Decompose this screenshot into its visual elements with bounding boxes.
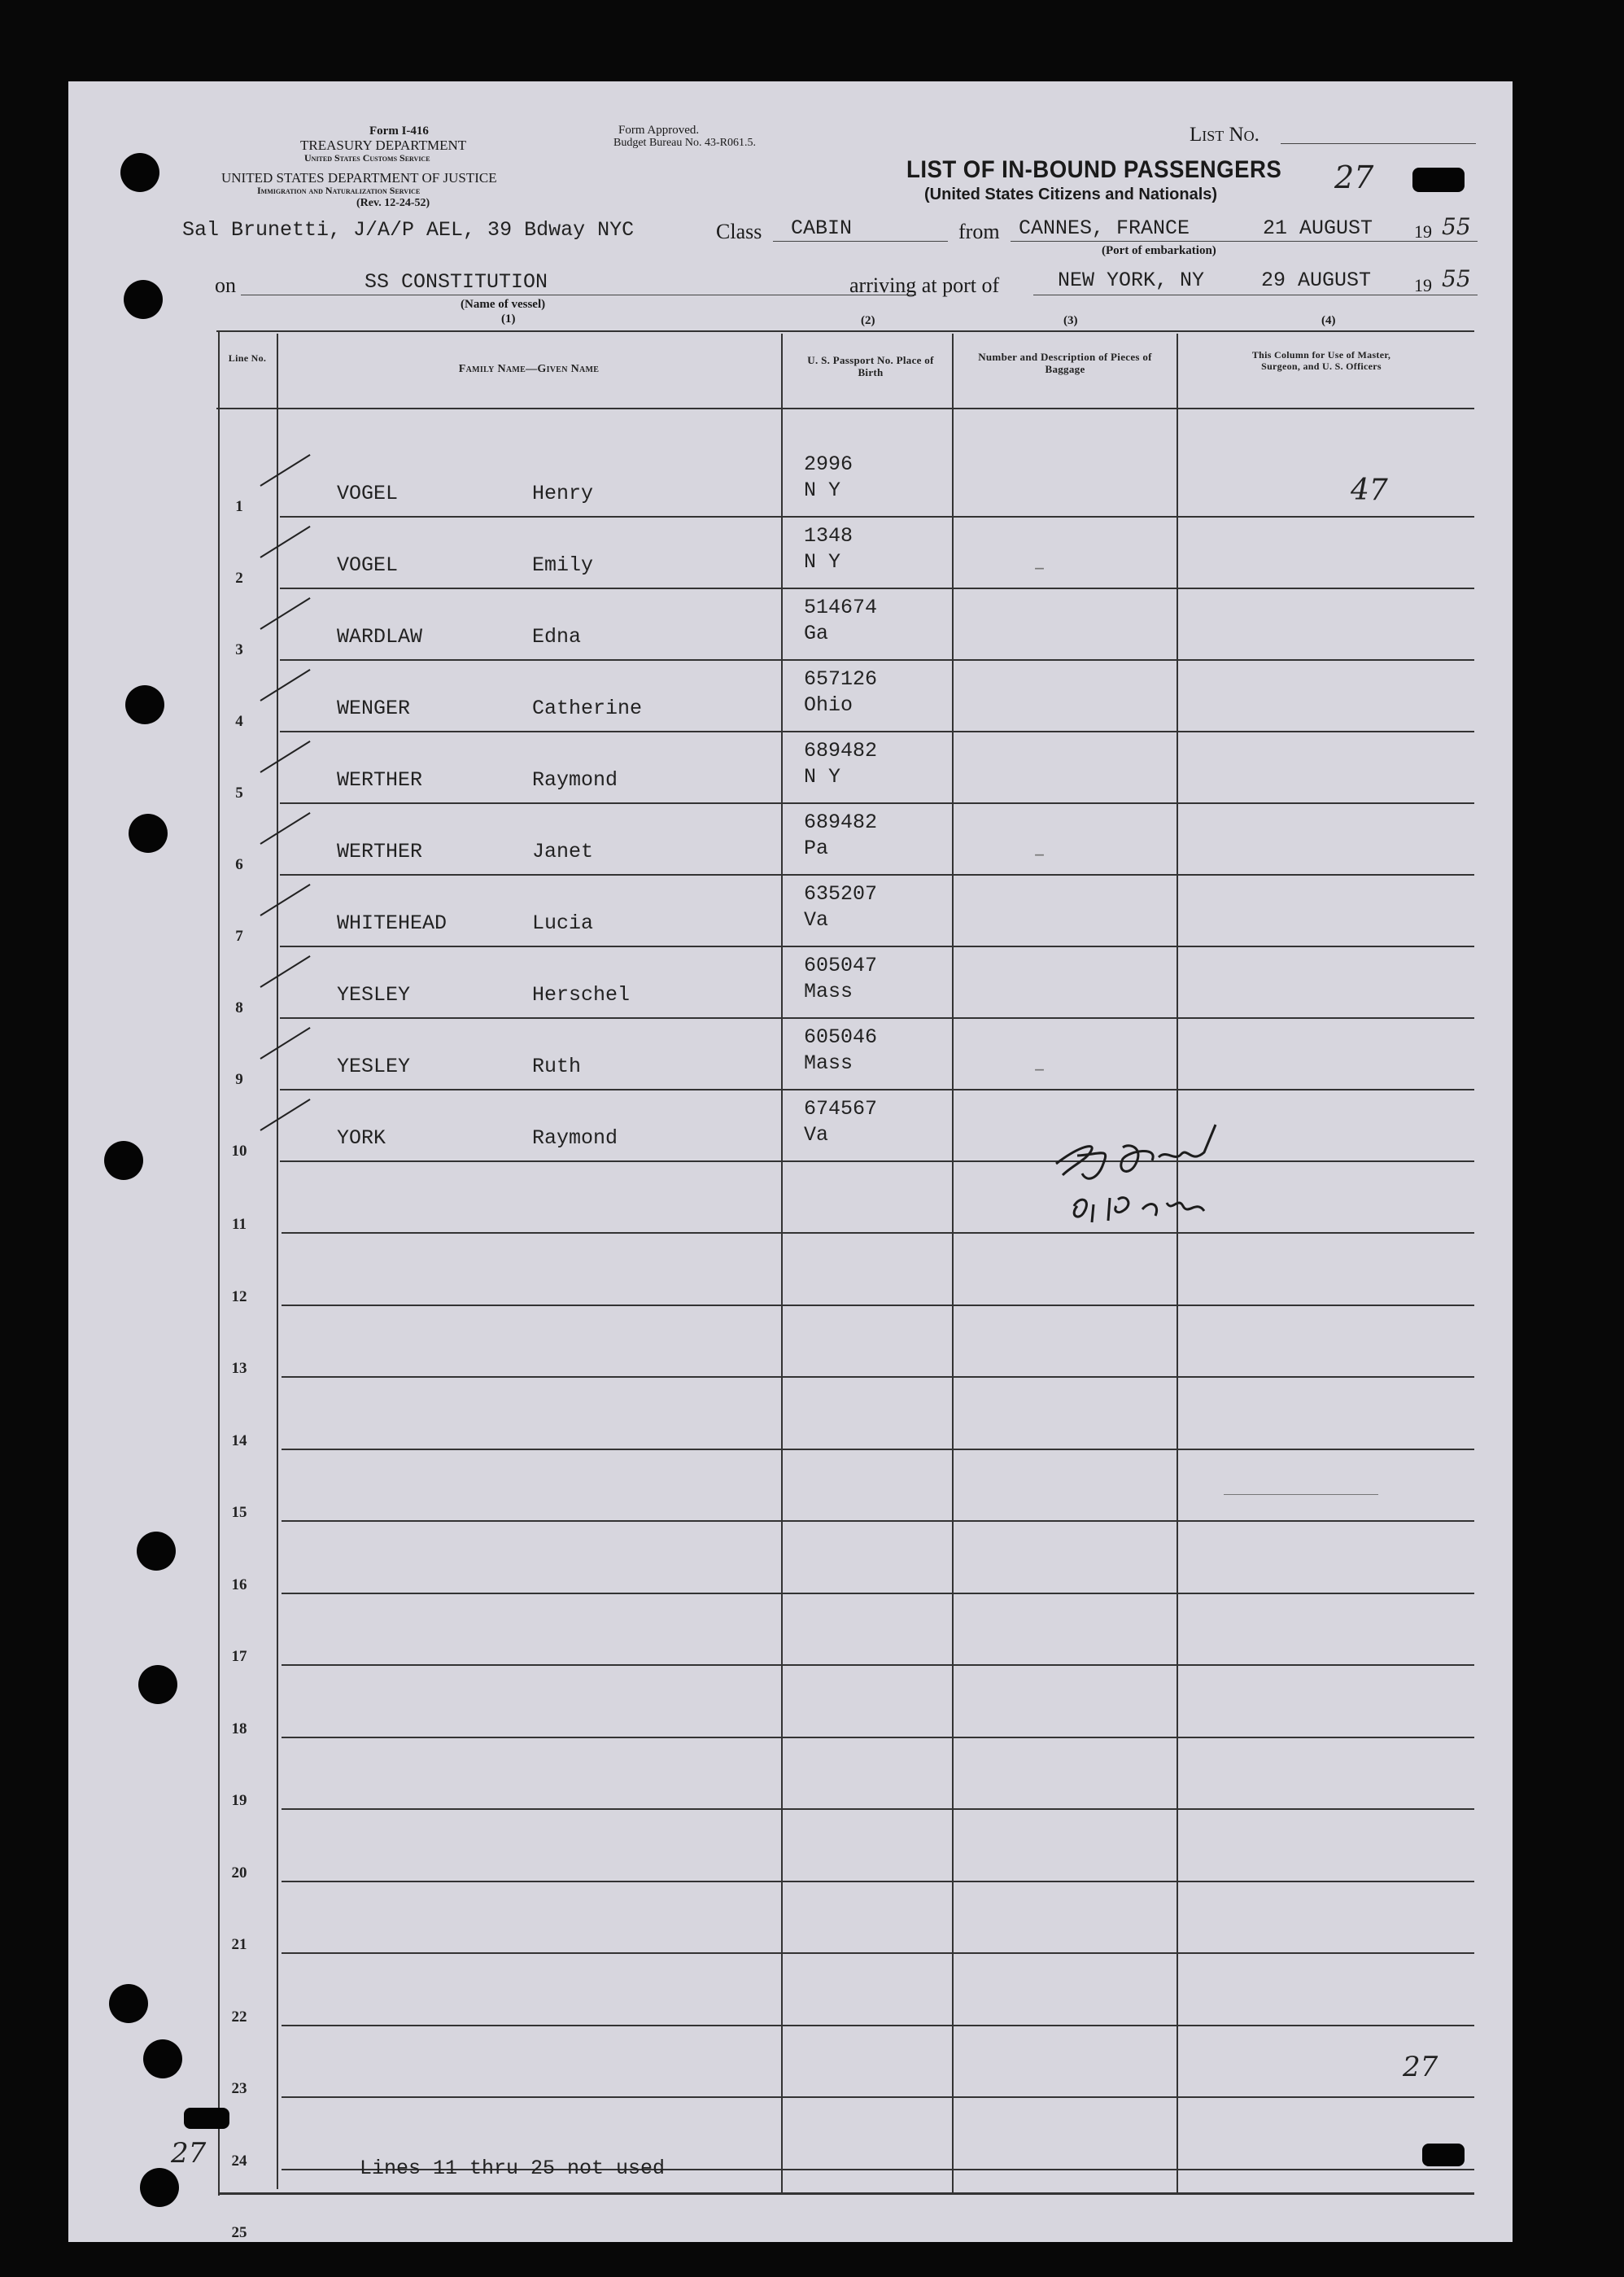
embarkation-port: CANNES, FRANCE xyxy=(1019,216,1190,240)
family-name: WHITEHEAD xyxy=(337,911,447,935)
given-name: Lucia xyxy=(532,911,594,935)
footer-note: Lines 11 thru 25 not used xyxy=(360,2157,666,2180)
year-prefix-1: 19 xyxy=(1414,221,1432,242)
signature-mark xyxy=(1045,1115,1256,1229)
col-header-baggage: Number and Description of Pieces of Baggage xyxy=(978,351,1152,375)
punch-hole xyxy=(138,1665,177,1704)
col-header-line: Line No. xyxy=(228,352,267,364)
line-number: 6 xyxy=(235,856,243,873)
year-prefix-2: 19 xyxy=(1414,275,1432,295)
line-number: 17 xyxy=(231,1648,247,1665)
given-name: Raymond xyxy=(532,1126,618,1150)
given-name: Herschel xyxy=(532,983,631,1007)
line-number: 21 xyxy=(231,1936,247,1953)
place-of-birth: Va xyxy=(804,908,829,932)
punch-hole xyxy=(109,1984,148,2023)
place-of-birth: Mass xyxy=(804,1051,853,1075)
passport-number: 514674 xyxy=(804,596,878,619)
line-number: 7 xyxy=(235,928,243,945)
family-name: WARDLAW xyxy=(337,625,423,649)
family-name: WENGER xyxy=(337,697,411,720)
officer-note: 47 xyxy=(1351,474,1388,507)
line-number: 3 xyxy=(235,641,243,658)
form-number: Form I-416 xyxy=(369,125,429,138)
col-num-1: (1) xyxy=(501,312,516,326)
line-number: 22 xyxy=(231,2008,247,2026)
col-num-4: (4) xyxy=(1321,314,1336,327)
place-of-birth: Mass xyxy=(804,980,853,1003)
agent-info: Sal Brunetti, J/A/P AEL, 39 Bdway NYC xyxy=(182,218,635,242)
form-title: LIST OF IN-BOUND PASSENGERS xyxy=(906,156,1282,183)
col-header-name: Family Name—Given Name xyxy=(458,363,600,375)
passport-number: 689482 xyxy=(804,739,878,763)
given-name: Edna xyxy=(532,625,582,649)
col-num-3: (3) xyxy=(1063,314,1078,327)
family-name: VOGEL xyxy=(337,482,399,505)
punch-hole xyxy=(104,1141,143,1180)
line-number: 24 xyxy=(231,2152,247,2170)
line-number: 25 xyxy=(231,2224,247,2241)
passport-number: 605047 xyxy=(804,954,878,977)
line-number: 9 xyxy=(235,1071,243,1088)
departure-date: 21 AUGUST xyxy=(1263,216,1373,240)
line-number: 8 xyxy=(235,999,243,1016)
treasury-dept: TREASURY DEPARTMENT xyxy=(300,138,467,153)
line-number: 11 xyxy=(232,1216,247,1233)
form-approved: Form Approved. xyxy=(618,124,700,137)
given-name: Henry xyxy=(532,482,594,505)
page-number-right: 27 xyxy=(1403,2051,1438,2083)
line-number: 12 xyxy=(231,1287,247,1305)
redaction-mark xyxy=(1422,2144,1465,2166)
port-note: (Port of embarkation) xyxy=(1102,244,1216,257)
line-number: 13 xyxy=(231,1360,247,1377)
redaction-mark xyxy=(184,2108,229,2129)
family-name: YESLEY xyxy=(337,1055,411,1078)
given-name: Emily xyxy=(532,553,594,577)
line-number: 2 xyxy=(235,570,243,587)
family-name: WERTHER xyxy=(337,768,423,792)
given-name: Ruth xyxy=(532,1055,582,1078)
line-number: 4 xyxy=(235,713,243,730)
place-of-birth: Ga xyxy=(804,622,829,645)
form-subtitle: (United States Citizens and Nationals) xyxy=(924,186,1218,203)
passport-number: 1348 xyxy=(804,524,853,548)
from-label: from xyxy=(958,220,1000,243)
vessel-name: SS CONSTITUTION xyxy=(365,270,548,294)
place-of-birth: N Y xyxy=(804,479,841,502)
class-value: CABIN xyxy=(791,216,853,240)
arriving-label: arriving at port of xyxy=(849,273,1000,297)
page-number-left: 27 xyxy=(171,2137,207,2170)
place-of-birth: Ohio xyxy=(804,693,853,717)
col-num-2: (2) xyxy=(861,314,875,327)
line-number: 16 xyxy=(231,1576,247,1593)
line-number: 10 xyxy=(231,1143,247,1160)
form-sheet xyxy=(68,81,1513,2242)
revision-date: (Rev. 12-24-52) xyxy=(356,197,430,209)
line-number: 23 xyxy=(231,2080,247,2097)
passport-number: 674567 xyxy=(804,1097,878,1121)
col-header-passport: U. S. Passport No. Place of Birth xyxy=(807,354,934,378)
year-suffix-2: 55 xyxy=(1442,265,1471,292)
year-suffix-1: 55 xyxy=(1442,213,1471,240)
passport-number: 605046 xyxy=(804,1025,878,1049)
place-of-birth: N Y xyxy=(804,765,841,789)
on-label: on xyxy=(215,273,236,297)
family-name: VOGEL xyxy=(337,553,399,577)
punch-hole xyxy=(137,1532,176,1571)
class-label: Class xyxy=(716,220,762,243)
list-no-value: 27 xyxy=(1334,160,1374,195)
passport-number: 635207 xyxy=(804,882,878,906)
col-header-officers: This Column for Use of Master, Surgeon, and U. S. Officers xyxy=(1251,349,1391,372)
line-number: 20 xyxy=(231,1864,247,1881)
place-of-birth: Va xyxy=(804,1123,829,1147)
punch-hole xyxy=(125,685,164,724)
line-number: 1 xyxy=(235,498,243,515)
line-number: 5 xyxy=(235,784,243,802)
baggage: – xyxy=(1033,557,1046,580)
place-of-birth: Pa xyxy=(804,837,829,860)
passport-number: 689482 xyxy=(804,811,878,834)
baggage: – xyxy=(1033,843,1046,867)
given-name: Raymond xyxy=(532,768,618,792)
family-name: WERTHER xyxy=(337,840,423,863)
justice-dept: UNITED STATES DEPARTMENT OF JUSTICE xyxy=(221,170,497,186)
ins-service: Immigration and Naturalization Service xyxy=(257,185,421,196)
baggage: – xyxy=(1033,1058,1046,1082)
line-number: 15 xyxy=(231,1504,247,1521)
list-no-label: List No. xyxy=(1190,124,1259,146)
place-of-birth: N Y xyxy=(804,550,841,574)
arrival-date: 29 AUGUST xyxy=(1261,269,1372,292)
customs-service: United States Customs Service xyxy=(304,152,430,164)
budget-bureau: Budget Bureau No. 43-R061.5. xyxy=(613,137,756,149)
line-number: 18 xyxy=(231,1720,247,1737)
given-name: Catherine xyxy=(532,697,643,720)
vessel-note: (Name of vessel) xyxy=(461,298,546,311)
punch-hole xyxy=(143,2039,182,2078)
family-name: YORK xyxy=(337,1126,386,1150)
punch-hole xyxy=(140,2168,179,2207)
arrival-port: NEW YORK, NY xyxy=(1058,269,1205,292)
given-name: Janet xyxy=(532,840,594,863)
line-number: 14 xyxy=(231,1431,247,1449)
line-number: 19 xyxy=(231,1792,247,1809)
punch-hole xyxy=(124,280,163,319)
family-name: YESLEY xyxy=(337,983,411,1007)
passport-number: 657126 xyxy=(804,667,878,691)
passport-number: 2996 xyxy=(804,452,853,476)
punch-hole xyxy=(129,814,168,853)
punch-hole xyxy=(120,153,159,192)
